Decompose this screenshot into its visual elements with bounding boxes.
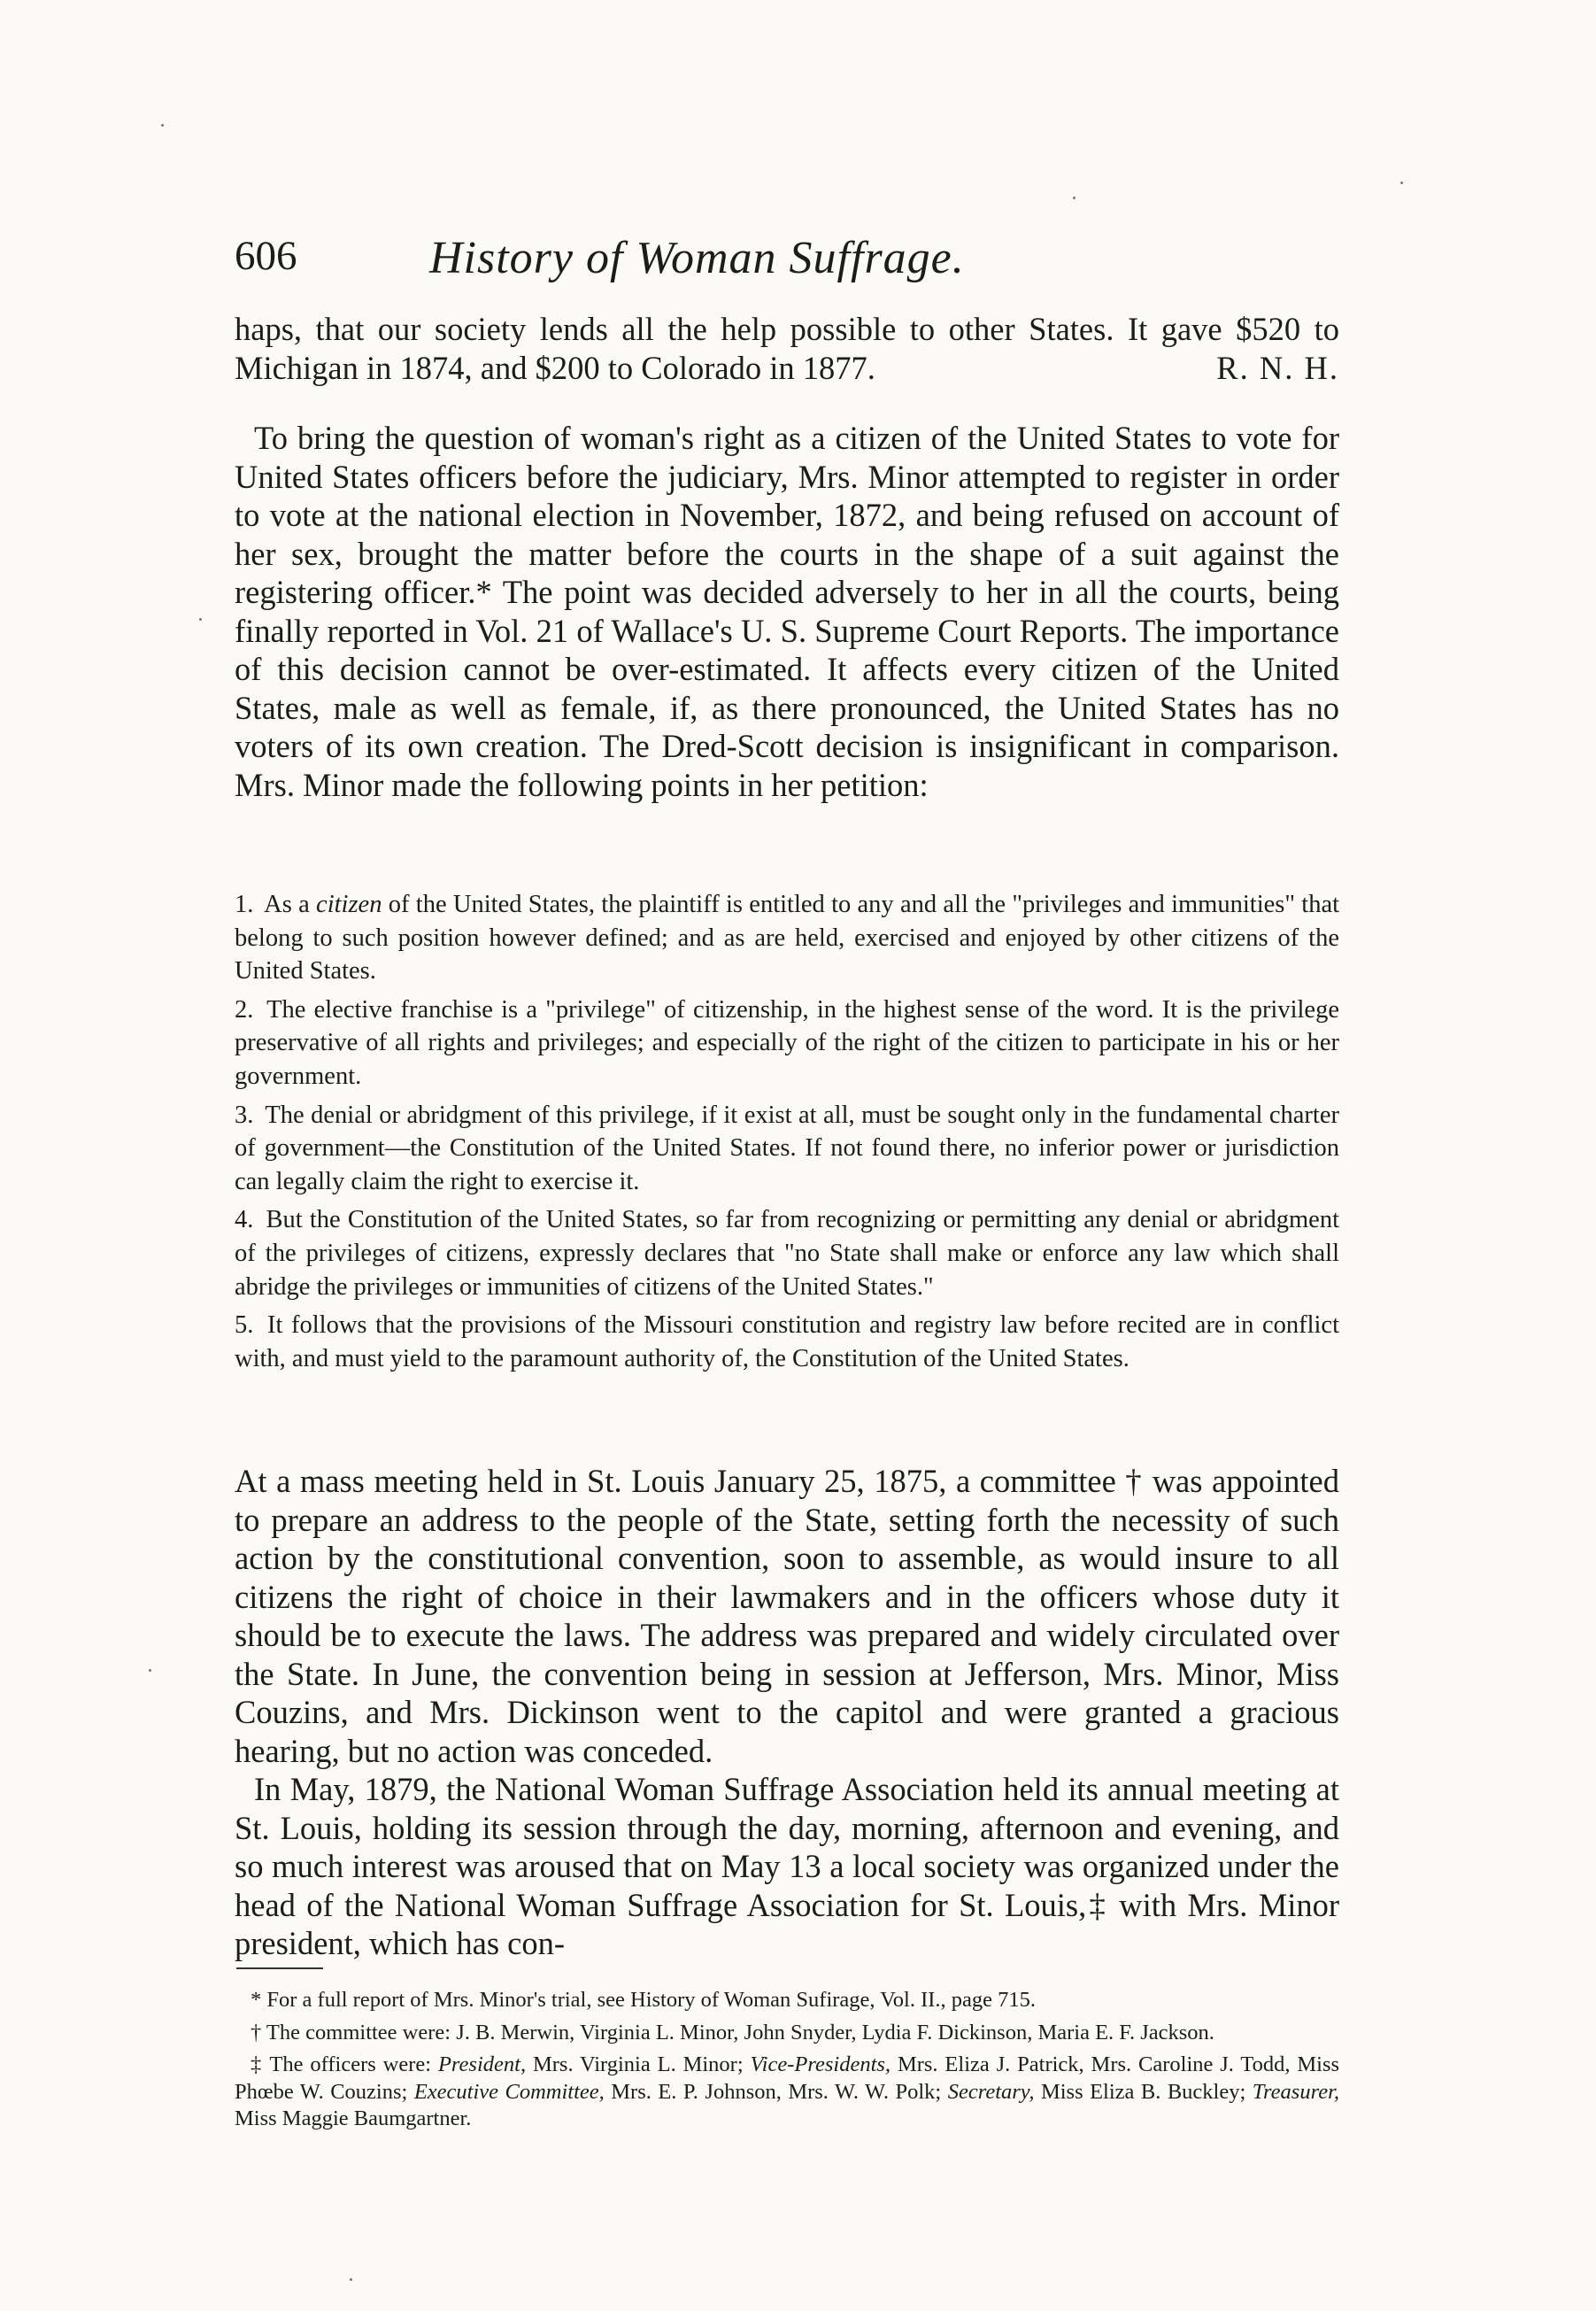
petition-point: 3. The denial or abridgment of this privilege, if it exist at all, must be sought only in the fundamental charter of government—the Constitution of the United States. If not found there, no inferior power or jurisdiction can legally claim the right to exercise it. — [235, 1101, 1339, 1195]
continued-paragraph — [235, 310, 1339, 387]
point-number: 3. — [235, 1101, 254, 1129]
page-number: 606 — [235, 233, 297, 279]
point-number: 4. — [235, 1206, 254, 1234]
minor-suit-paragraph — [235, 419, 1339, 804]
footnote-divider — [236, 1967, 323, 1969]
running-title: History of Woman Suffrage. — [429, 233, 965, 283]
footnote: ‡ The officers were: President, Mrs. Virginia L. Minor; Vice-Presidents, Mrs. Eliza J. Patrick, Mrs. Caroline J. Todd, Miss Phœbe W. Couzins; Executive Committee, Mrs. E. P. Johnson, Mrs. W. W. Polk; Secretary, Miss Eliza B. Buckley; Treasurer, Miss Maggie Baumgartner. — [235, 2052, 1340, 2130]
point-number: 2. — [235, 995, 254, 1024]
petition-point: 1. As a citizen of the United States, the plaintiff is entitled to any and all the "privileges and immunities" that belong to such position however defined; and as are held, exercised and enjoyed by other citizens of the United States. — [235, 891, 1340, 985]
paper-speck — [149, 1669, 151, 1672]
footnotes — [235, 1987, 1339, 2138]
signature-initials: R. N. H. — [1216, 349, 1339, 386]
petition-point: 2. The elective franchise is a "privilege" of citizenship, in the highest sense of the word. It is the privilege preservative of all rights and privileges; and especially of the right of the citizen to participate in his or her government. — [235, 995, 1339, 1090]
petition-point: 4. But the Constitution of the United States, so far from recognizing or permitting any denial or abridgment of the privileges of citizens, expressly declares that "no State shall make or enforce any law which shall abridge the privileges or immunities of citizens of the United States." — [235, 1206, 1339, 1301]
emphasis: citizen — [316, 891, 382, 918]
paper-speck — [1073, 197, 1076, 199]
footnote: * For a full report of Mrs. Minor's trial, see History of Woman Sufirage, Vol. II., page 715. — [251, 1988, 1037, 2012]
paper-speck — [199, 618, 202, 621]
paper-speck — [1400, 182, 1403, 184]
petition-point: 5. It follows that the provisions of the Missouri constitution and registry law before recited are in conflict with, and must yield to the paramount authority of, the Constitution of the United States. — [235, 1311, 1339, 1372]
paper-speck — [161, 124, 164, 127]
paragraph-text: haps, that our society lends all the help possible to other States. It gave $520 to Michigan in 1874, and $200 to Colorado in 1877. — [235, 311, 1339, 386]
paragraph-text: At a mass meeting held in St. Louis January 25, 1875, a committee † was appointed to prepare an address to the people of the State, setting forth the necessity of such action by the constitutional convention, soon to assemble, as would insure to all citizens the right of choice in their lawmakers and in the officers whose duty it should be to execute the laws. The address was prepared and widely circulated over the State. In June, the convention being in session at Jefferson, Mrs. Minor, Miss Couzins, and Mrs. Dickinson went to the capitol and were granted a gracious hearing, but no action was conceded. — [235, 1463, 1339, 1769]
later-paragraphs — [235, 1462, 1339, 1963]
point-number: 1. — [235, 891, 254, 918]
point-number: 5. — [235, 1311, 254, 1340]
petition-points-list — [235, 888, 1339, 1380]
footnote: † The committee were: J. B. Merwin, Virginia L. Minor, John Snyder, Lydia F. Dickinson, Maria E. F. Jackson. — [251, 2020, 1214, 2044]
paragraph-text: To bring the question of woman's right as a citizen of the United States to vote for United States officers before the judiciary, Mrs. Minor attempted to register in order to vote at the national election in November, 1872, and being refused on account of her sex, brought the matter before the courts in the shape of a suit against the registering officer.* The point was decided adversely to her in all the courts, being finally reported in Vol. 21 of Wallace's U. S. Supreme Court Reports. The importance of this decision cannot be over-estimated. It affects every citizen of the United States, male as well as female, if, as there pronounced, the United States has no voters of its own creation. The Dred-Scott decision is insignificant in comparison. Mrs. Minor made the following points in her petition: — [235, 420, 1339, 803]
paper-speck — [350, 2278, 352, 2281]
paragraph-text: In May, 1879, the National Woman Suffrage Association held its annual meeting at St. Louis, holding its session through the day, morning, afternoon and evening, and so much interest was aroused that on May 13 a local society was organized under the head of the National Woman Suffrage Association for St. Louis,‡ with Mrs. Minor president, which has con- — [235, 1771, 1339, 1961]
running-head — [235, 232, 1339, 303]
